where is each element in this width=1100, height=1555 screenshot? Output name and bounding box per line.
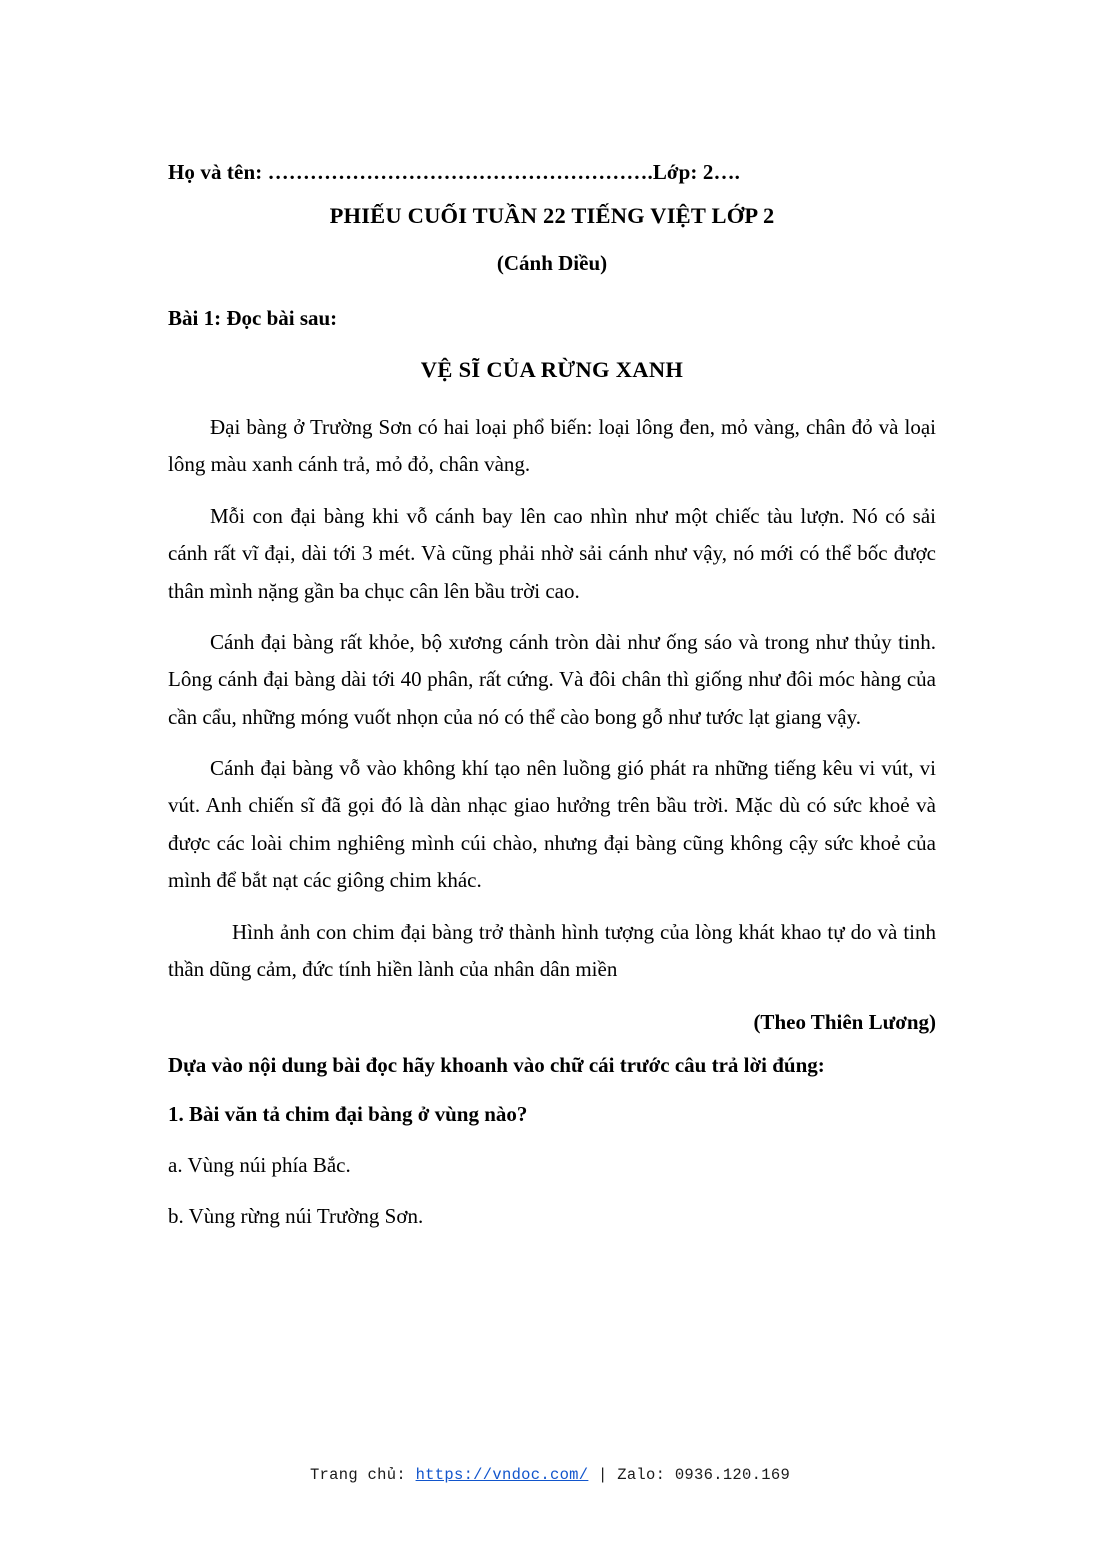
- story-paragraph: Cánh đại bàng rất khỏe, bộ xương cánh tròn dài như ống sáo và trong như thủy tinh. Lông cánh đại bàng dài tới 40 phân, rất cứng. Và đôi chân thì giống như đôi móc hàng của cần cẩu, những móng vuốt nhọn của nó có thể cào bong gỗ như tước lạt giang vậy.: [168, 629, 936, 729]
- footer-contact: Zalo: 0936.120.169: [617, 1466, 791, 1484]
- question-1-option-b[interactable]: b. Vùng rừng núi Trường Sơn.: [168, 1204, 424, 1229]
- story-title: VỆ SĨ CỦA RỪNG XANH: [420, 357, 684, 382]
- student-name-line: Họ và tên: ……………………………………………….Lớp: 2….: [168, 160, 740, 184]
- story-paragraph: Đại bàng ở Trường Sơn có hai loại phổ biến: loại lông đen, mỏ vàng, chân đỏ và loại lông màu xanh cánh trả, mỏ đỏ, chân vàng.: [168, 415, 936, 477]
- document-body: [168, 160, 936, 1255]
- task-heading: Bài 1: Đọc bài sau:: [168, 306, 338, 330]
- page-footer: [0, 1466, 1100, 1484]
- question-1: 1. Bài văn tả chim đại bàng ở vùng nào?: [168, 1102, 528, 1127]
- footer-homepage-link[interactable]: https://vndoc.com/: [415, 1466, 589, 1484]
- questions-instruction: Dựa vào nội dung bài đọc hãy khoanh vào chữ cái trước câu trả lời đúng:: [168, 1053, 825, 1078]
- story-author: (Theo Thiên Lương): [753, 1010, 936, 1035]
- story-paragraph: Mỗi con đại bàng khi vỗ cánh bay lên cao nhìn như một chiếc tàu lượn. Nó có sải cánh rất vĩ đại, dài tới 3 mét. Và cũng phải nhờ sải cánh như vậy, nó mới có thể bốc được thân mình nặng gần ba chục cân lên bầu trời cao.: [168, 503, 936, 603]
- footer-separator: |: [598, 1466, 608, 1484]
- story-paragraph: Cánh đại bàng vỗ vào không khí tạo nên luồng gió phát ra những tiếng kêu vi vút, vi vút. Anh chiến sĩ đã gọi đó là dàn nhạc giao hưởng trên bầu trời. Mặc dù có sức khoẻ và được các loài chim nghiêng mình cúi chào, nhưng đại bàng cũng không cậy sức khoẻ của mình để bắt nạt các giông chim khác.: [168, 756, 936, 893]
- page-title: PHIẾU CUỐI TUẦN 22 TIẾNG VIỆT LỚP 2: [329, 203, 775, 228]
- question-1-option-a[interactable]: a. Vùng núi phía Bắc.: [168, 1153, 351, 1178]
- story-paragraph: Hình ảnh con chim đại bàng trở thành hình tượng của lòng khát khao tự do và tinh thần dũng cảm, đức tính hiền lành của nhân dân miền: [168, 919, 936, 981]
- curriculum-subtitle: (Cánh Diều): [496, 251, 608, 275]
- footer-label: Trang chủ:: [309, 1466, 406, 1484]
